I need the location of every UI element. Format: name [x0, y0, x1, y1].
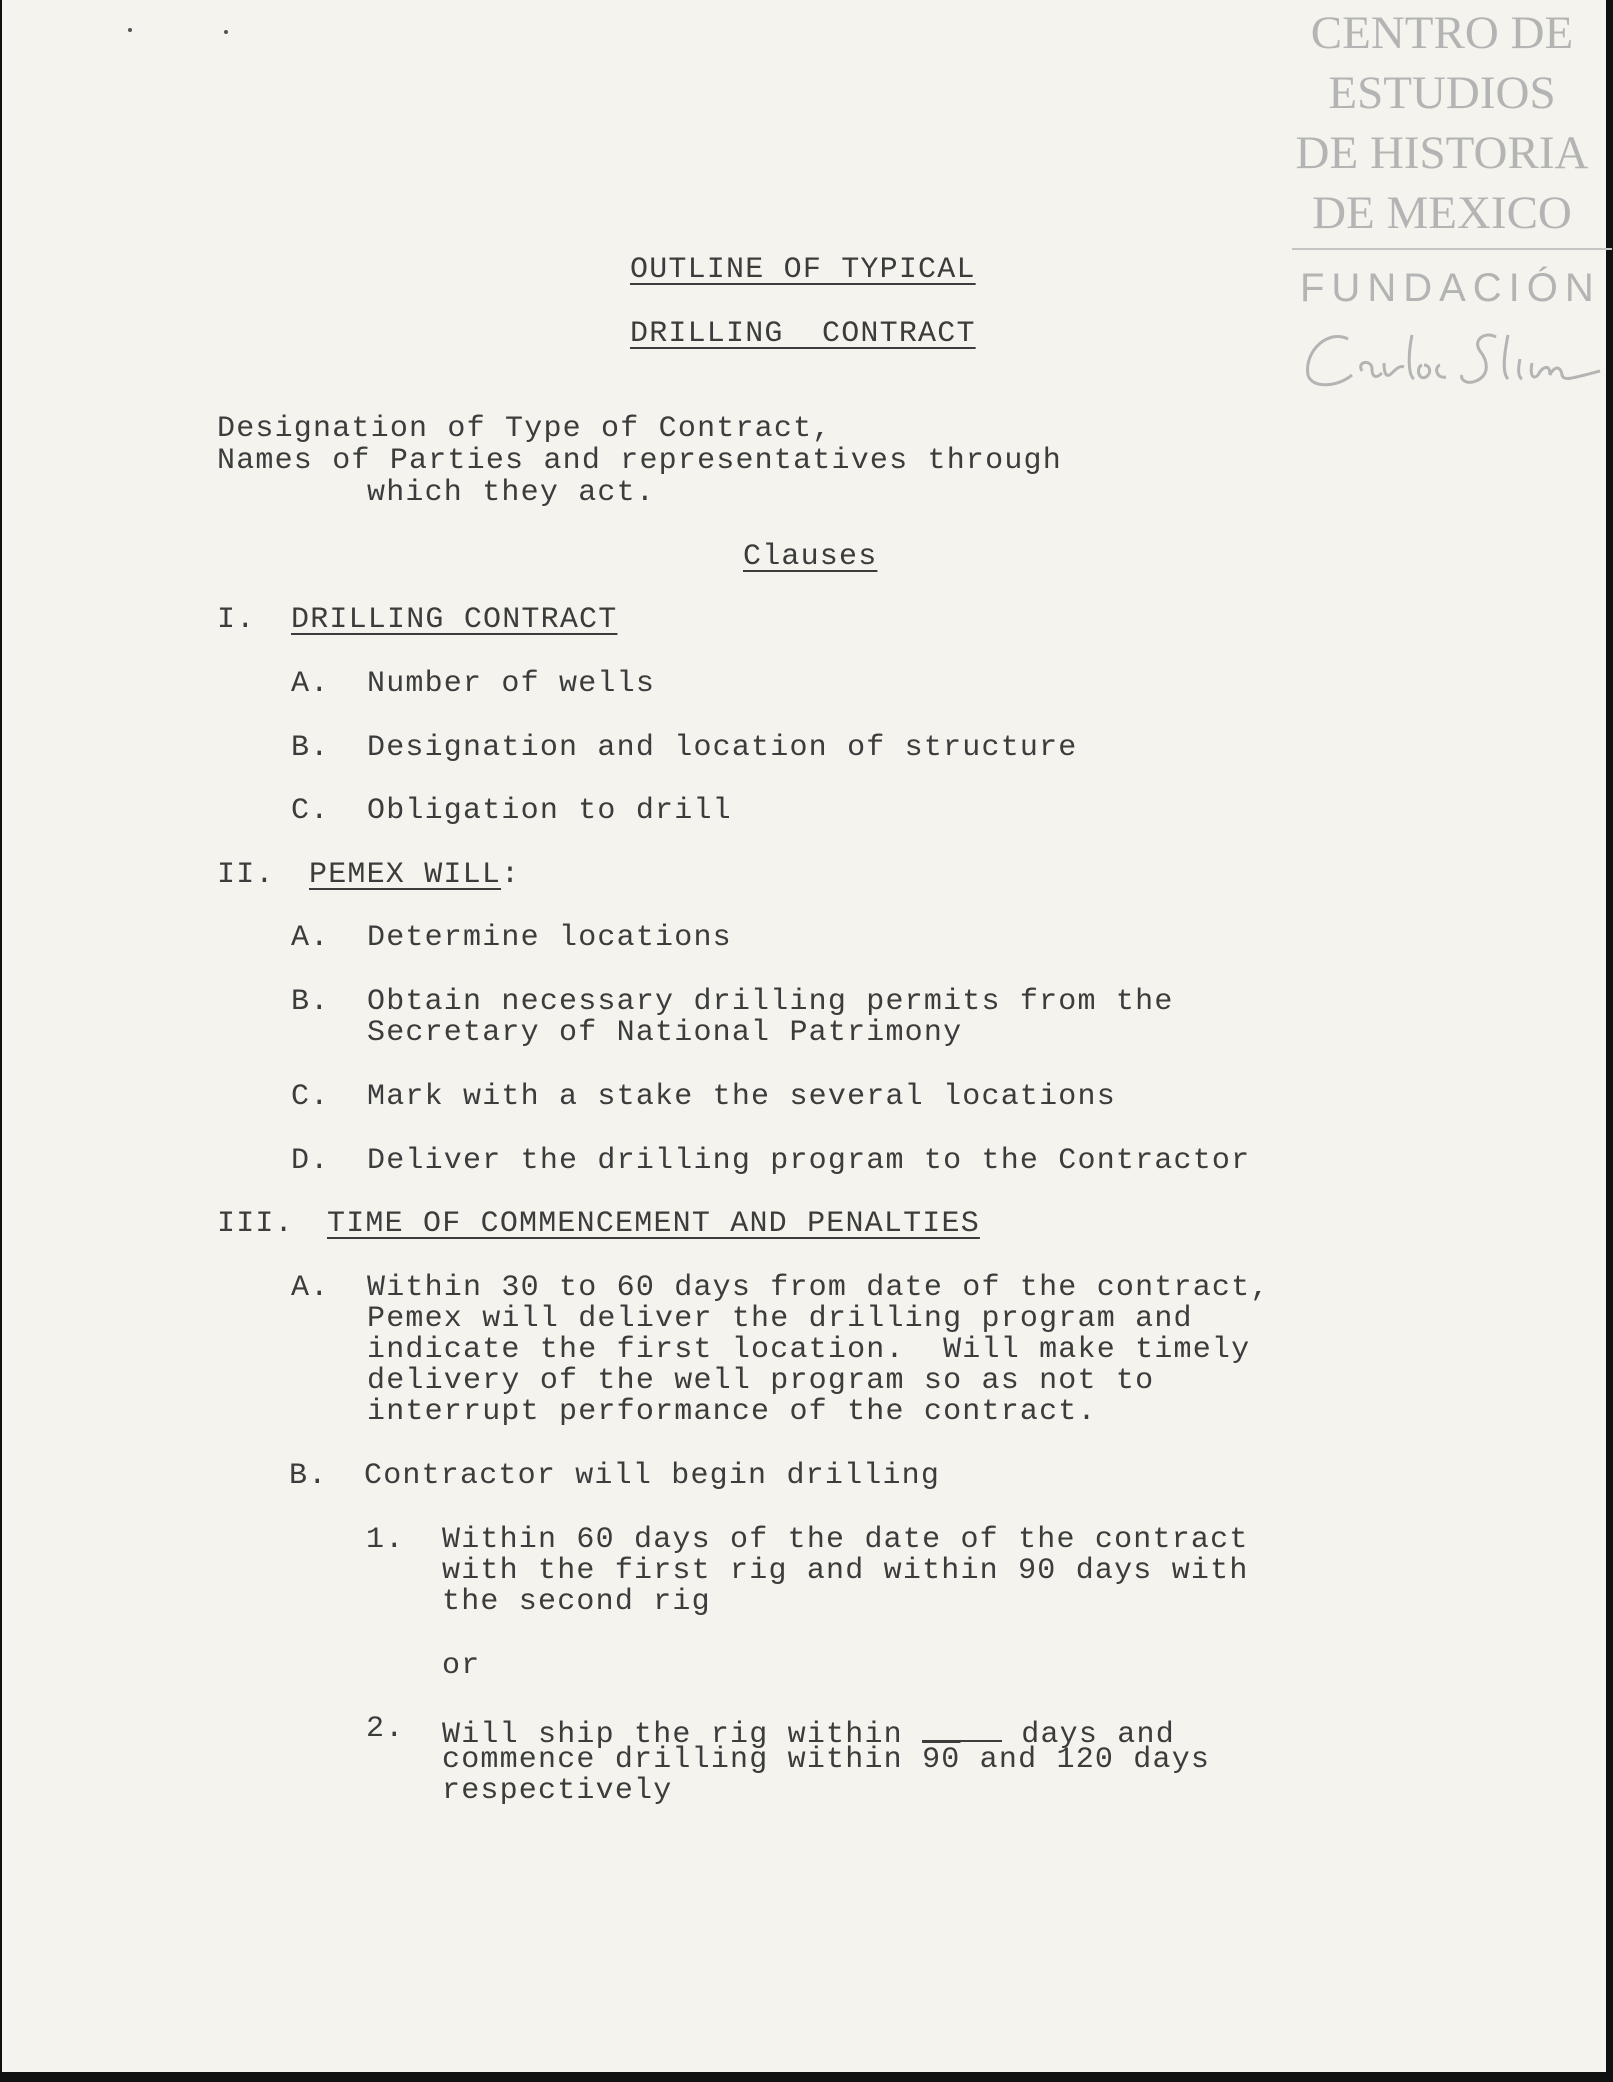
- item-text: Deliver the drilling program to the Contractor: [367, 1144, 1251, 1178]
- item-text: Obtain necessary drilling permits from the: [367, 985, 1174, 1019]
- signature-logo: [1300, 325, 1606, 397]
- item-text: Obligation to drill: [367, 794, 732, 828]
- section-heading: TIME OF COMMENCEMENT AND PENALTIES: [327, 1207, 980, 1241]
- item-text: Designation and location of structure: [367, 731, 1078, 765]
- watermark-line: DE MEXICO: [1312, 187, 1572, 239]
- item-text: interrupt performance of the contract.: [367, 1395, 1097, 1429]
- item-text: Determine locations: [367, 921, 732, 955]
- document-title-line-1: OUTLINE OF TYPICAL: [630, 253, 976, 287]
- item-text: Pemex will deliver the drilling program and: [367, 1302, 1193, 1336]
- item-letter: B.: [291, 731, 330, 765]
- item-text: Within 30 to 60 days from date of the contract,: [367, 1271, 1270, 1305]
- subitem-text: Will ship the rig within days and: [442, 1714, 1175, 1751]
- connector-or: or: [442, 1649, 481, 1683]
- blank-field: [922, 1714, 1002, 1742]
- item-letter: B.: [291, 985, 330, 1019]
- item-text: Secretary of National Patrimony: [367, 1016, 963, 1050]
- subitem-text: with the first rig and within 90 days with: [442, 1554, 1249, 1588]
- item-letter: D.: [291, 1144, 330, 1178]
- watermark-line: DE HISTORIA: [1295, 127, 1589, 179]
- subitem-text: Within 60 days of the date of the contract: [442, 1523, 1249, 1557]
- item-letter: A.: [291, 921, 330, 955]
- watermark-line: CENTRO DE: [1310, 7, 1574, 59]
- item-text: Mark with a stake the several locations: [367, 1080, 1116, 1114]
- item-text: delivery of the well program so as not to: [367, 1364, 1155, 1398]
- section-numeral: I.: [217, 603, 256, 637]
- preamble-line: which they act.: [367, 476, 656, 510]
- item-letter: C.: [291, 794, 330, 828]
- section-numeral: II.: [217, 858, 275, 892]
- watermark-divider: [1292, 248, 1612, 250]
- item-letter: A.: [291, 667, 330, 701]
- speck-mark: [224, 30, 228, 34]
- clauses-heading: Clauses: [743, 540, 878, 574]
- section-numeral: III.: [217, 1207, 294, 1241]
- section-heading: DRILLING CONTRACT: [291, 603, 618, 637]
- item-text: indicate the first location. Will make timely: [367, 1333, 1251, 1367]
- item-letter: B.: [289, 1459, 328, 1493]
- speck-mark: [128, 28, 132, 32]
- preamble-line: Designation of Type of Contract,: [217, 412, 832, 446]
- item-text: Contractor will begin drilling: [364, 1459, 941, 1493]
- subitem-text: the second rig: [442, 1585, 711, 1619]
- watermark-line: ESTUDIOS: [1328, 67, 1556, 119]
- subitem-text: respectively: [442, 1774, 673, 1808]
- document-title-line-2: DRILLING CONTRACT: [630, 317, 976, 351]
- preamble-line: Names of Parties and representatives through: [217, 444, 1062, 478]
- watermark-foundation: FUNDACIÓN: [1300, 266, 1601, 310]
- section-heading: PEMEX WILL:: [309, 858, 521, 892]
- item-letter: A.: [291, 1271, 330, 1305]
- item-letter: C.: [291, 1080, 330, 1114]
- item-text: Number of wells: [367, 667, 656, 701]
- subitem-number: 2.: [366, 1712, 405, 1746]
- subitem-text: commence drilling within 90 and 120 days: [442, 1743, 1211, 1777]
- document-page: [2, 0, 1606, 2072]
- subitem-number: 1.: [366, 1523, 405, 1557]
